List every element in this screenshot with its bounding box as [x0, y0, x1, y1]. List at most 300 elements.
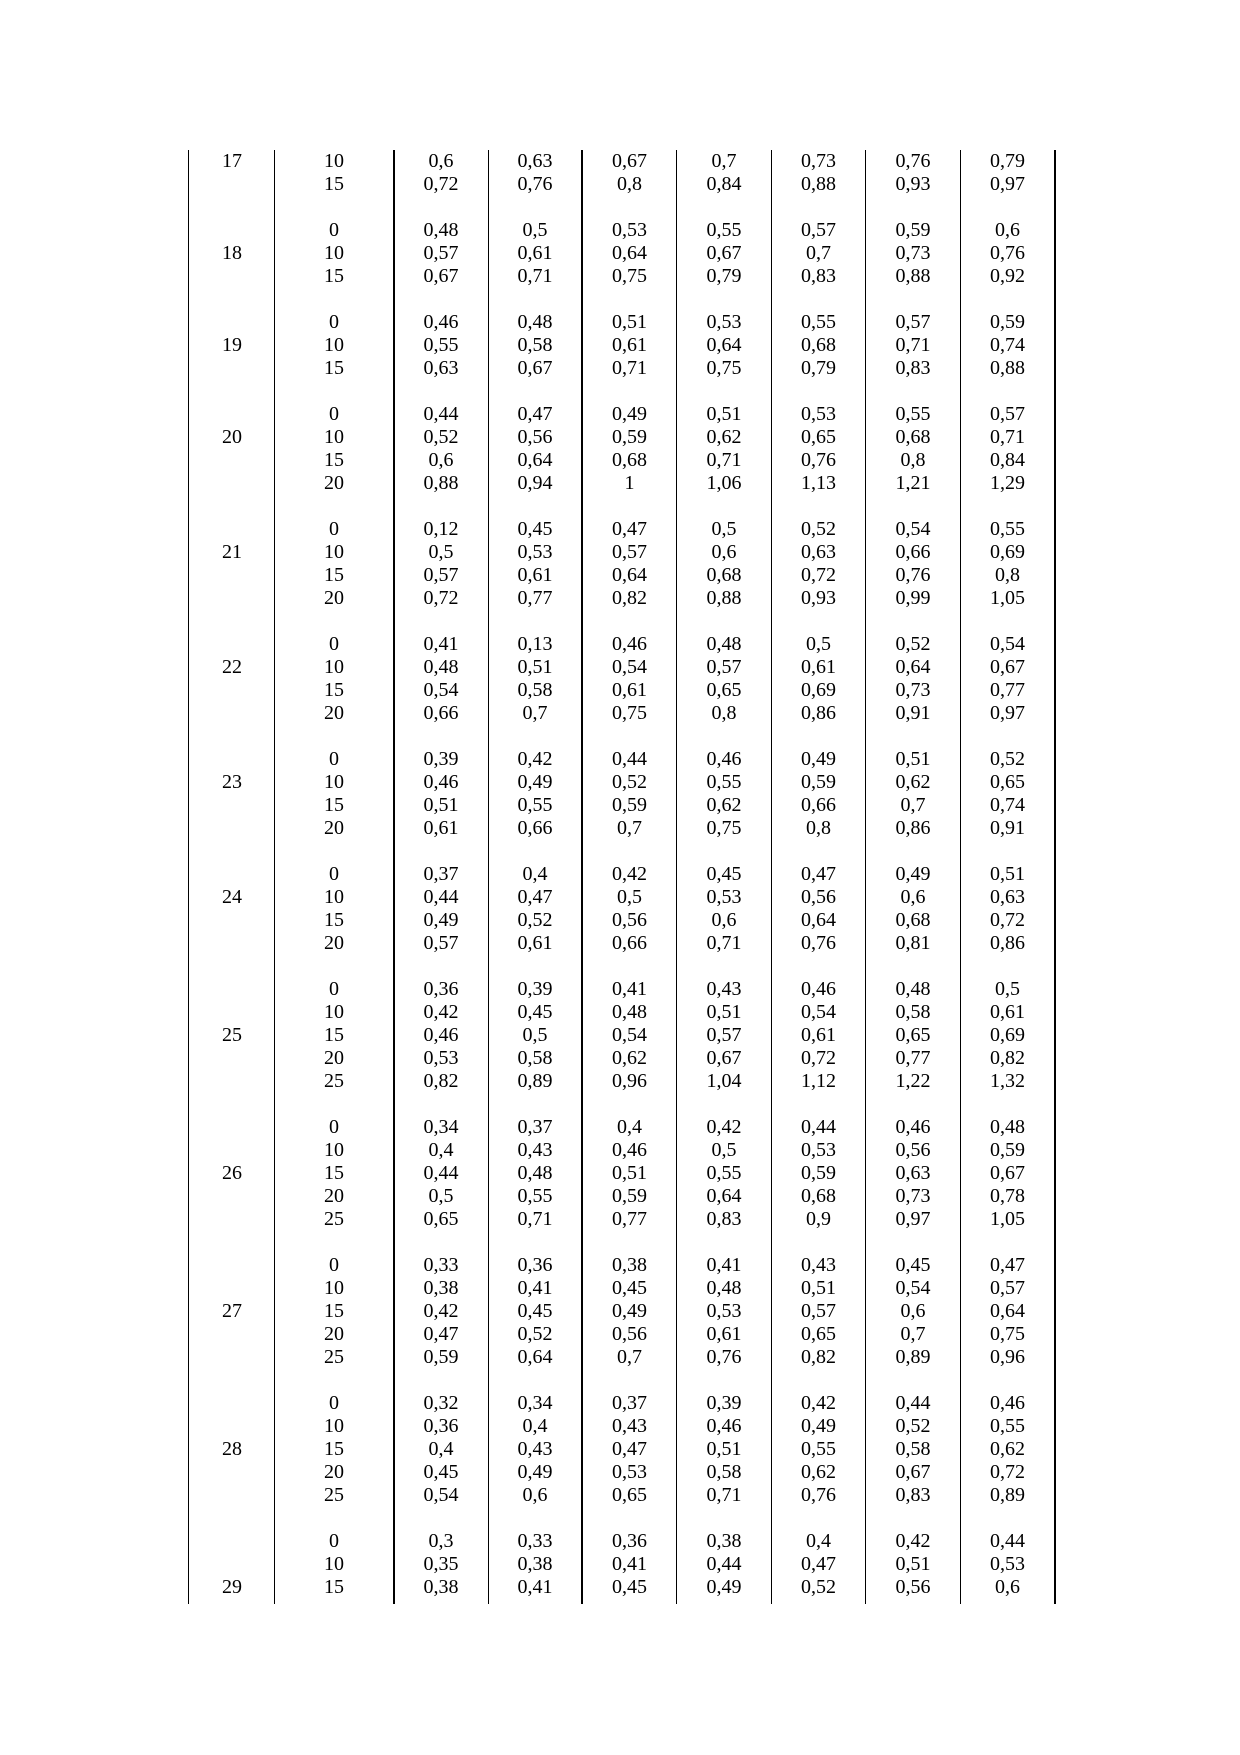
table-cell: 0,63	[423, 357, 459, 379]
table-cell: 0,66	[423, 702, 459, 724]
table-cell: 0,44	[895, 1392, 931, 1414]
table-cell: 0,6	[995, 219, 1020, 241]
table-cell: 1,13	[801, 472, 836, 494]
table-cell: 0,53	[706, 311, 742, 333]
table-cell: 0,46	[612, 633, 647, 655]
param-value: 15	[324, 794, 344, 816]
table-cell: 0,75	[612, 702, 647, 724]
table-cell: 0,72	[423, 587, 459, 609]
param-column	[274, 1254, 394, 1369]
value-column-1	[394, 1530, 488, 1599]
table-cell: 0,4	[522, 1415, 548, 1437]
table-cell: 0,51	[990, 863, 1025, 885]
value-column-4	[677, 1116, 771, 1231]
value-column-6	[866, 1392, 960, 1507]
table-cell: 0,48	[517, 311, 553, 333]
table-cell: 0,77	[612, 1208, 647, 1230]
table-cell: 0,76	[801, 1484, 836, 1506]
table-cell: 0,96	[990, 1346, 1025, 1368]
table-cell: 0,68	[612, 449, 647, 471]
param-value: 0	[329, 1392, 339, 1414]
table-cell: 0,54	[990, 633, 1025, 655]
table-cell: 0,57	[706, 656, 742, 678]
table-cell: 0,46	[612, 1139, 647, 1161]
table-cell: 0,47	[801, 863, 836, 885]
value-column-7	[961, 1116, 1054, 1231]
table-cell: 0,65	[895, 1024, 931, 1046]
table-cell: 0,56	[895, 1576, 931, 1598]
value-column-3	[583, 311, 676, 380]
row-number: 24	[222, 886, 242, 908]
table-cell: 0,37	[612, 1392, 647, 1414]
param-column	[274, 1116, 394, 1231]
param-value: 10	[324, 771, 344, 793]
table-cell: 0,64	[612, 564, 647, 586]
table-cell: 0,56	[801, 886, 836, 908]
value-column-4	[677, 1392, 771, 1507]
table-cell: 0,59	[990, 1139, 1025, 1161]
table-cell: 0,62	[990, 1438, 1025, 1460]
table-cell: 0,42	[612, 863, 647, 885]
table-cell: 0,54	[612, 656, 647, 678]
table-cell: 0,6	[900, 886, 926, 908]
param-value: 15	[324, 909, 344, 931]
value-column-2	[489, 219, 581, 288]
table-cell: 0,41	[517, 1277, 553, 1299]
table-cell: 0,61	[801, 656, 836, 678]
table-cell: 0,64	[517, 1346, 553, 1368]
table-cell: 0,67	[895, 1461, 931, 1483]
table-cell: 0,67	[423, 265, 459, 287]
table-cell: 0,54	[895, 1277, 931, 1299]
param-value: 20	[324, 817, 344, 839]
table-row-group	[0, 518, 1240, 610]
table-cell: 0,48	[706, 633, 742, 655]
table-cell: 0,72	[801, 564, 836, 586]
table-cell: 0,75	[706, 817, 742, 839]
param-value: 20	[324, 472, 344, 494]
table-cell: 0,86	[895, 817, 931, 839]
table-cell: 0,7	[711, 150, 737, 172]
table-cell: 0,43	[517, 1438, 553, 1460]
table-cell: 0,48	[423, 219, 459, 241]
param-value: 0	[329, 633, 339, 655]
row-number: 20	[222, 426, 242, 448]
table-cell: 0,49	[895, 863, 931, 885]
table-cell: 0,59	[990, 311, 1025, 333]
value-column-3	[583, 150, 676, 196]
table-cell: 0,62	[706, 794, 742, 816]
table-cell: 0,55	[801, 311, 836, 333]
table-cell: 0,57	[801, 1300, 836, 1322]
value-column-7	[961, 748, 1054, 840]
table-cell: 0,76	[517, 173, 553, 195]
table-cell: 0,83	[801, 265, 836, 287]
table-cell: 0,51	[801, 1277, 836, 1299]
table-cell: 0,62	[801, 1461, 836, 1483]
table-cell: 0,54	[895, 518, 931, 540]
table-cell: 0,36	[423, 978, 459, 1000]
table-cell: 0,79	[801, 357, 836, 379]
table-cell: 0,46	[706, 748, 742, 770]
table-cell: 0,69	[990, 1024, 1025, 1046]
table-cell: 0,93	[801, 587, 836, 609]
value-column-5	[772, 863, 865, 955]
table-cell: 0,44	[801, 1116, 836, 1138]
table-cell: 0,34	[517, 1392, 553, 1414]
table-cell: 0,65	[706, 679, 742, 701]
table-cell: 0,42	[706, 1116, 742, 1138]
table-cell: 1,06	[706, 472, 742, 494]
table-cell: 0,63	[517, 150, 553, 172]
table-cell: 0,82	[612, 587, 647, 609]
table-cell: 0,88	[895, 265, 931, 287]
table-cell: 0,57	[612, 541, 647, 563]
table-cell: 0,81	[895, 932, 931, 954]
table-cell: 0,61	[612, 679, 647, 701]
row-number: 29	[222, 1576, 242, 1598]
value-column-1	[394, 403, 488, 495]
table-cell: 0,44	[612, 748, 647, 770]
table-cell: 1	[624, 472, 635, 494]
table-cell: 0,5	[522, 219, 548, 241]
table-cell: 0,59	[612, 1185, 647, 1207]
table-cell: 0,65	[612, 1484, 647, 1506]
param-column	[274, 219, 394, 288]
table-cell: 0,46	[801, 978, 836, 1000]
table-cell: 0,59	[801, 1162, 836, 1184]
table-cell: 0,4	[428, 1438, 454, 1460]
table-cell: 0,55	[706, 1162, 742, 1184]
table-cell: 0,52	[895, 633, 931, 655]
value-column-5	[772, 633, 865, 725]
table-cell: 0,68	[801, 334, 836, 356]
table-cell: 0,64	[612, 242, 647, 264]
table-cell: 0,61	[517, 242, 553, 264]
table-cell: 0,42	[801, 1392, 836, 1414]
row-number: 21	[222, 541, 242, 563]
table-cell: 0,72	[990, 1461, 1025, 1483]
table-cell: 0,63	[990, 886, 1025, 908]
table-cell: 0,63	[895, 1162, 931, 1184]
table-cell: 0,54	[423, 1484, 459, 1506]
value-column-4	[677, 978, 771, 1093]
value-column-3	[583, 978, 676, 1093]
table-cell: 0,76	[990, 242, 1025, 264]
table-cell: 0,49	[517, 771, 553, 793]
value-column-7	[961, 1254, 1054, 1369]
param-value: 15	[324, 564, 344, 586]
table-cell: 0,7	[617, 817, 642, 839]
table-cell: 1,32	[990, 1070, 1025, 1092]
table-cell: 0,38	[517, 1553, 553, 1575]
table-cell: 0,42	[895, 1530, 931, 1552]
table-cell: 0,45	[517, 1001, 553, 1023]
table-cell: 0,76	[895, 150, 931, 172]
table-cell: 0,97	[895, 1208, 931, 1230]
table-cell: 0,88	[990, 357, 1025, 379]
row-number: 23	[222, 771, 242, 793]
table-cell: 0,46	[423, 771, 459, 793]
value-column-1	[394, 518, 488, 610]
table-cell: 0,51	[517, 656, 553, 678]
table-cell: 0,51	[423, 794, 459, 816]
param-value: 15	[324, 1300, 344, 1322]
param-value: 0	[329, 978, 339, 1000]
table-cell: 0,59	[895, 219, 931, 241]
value-column-1	[394, 748, 488, 840]
table-row-group	[0, 748, 1240, 840]
value-column-2	[489, 403, 581, 495]
table-cell: 0,92	[990, 265, 1025, 287]
table-cell: 0,79	[706, 265, 742, 287]
table-cell: 0,49	[801, 748, 836, 770]
value-column-4	[677, 518, 771, 610]
value-column-7	[961, 633, 1054, 725]
table-cell: 0,76	[801, 449, 836, 471]
value-column-3	[583, 1254, 676, 1369]
table-cell: 0,74	[990, 794, 1025, 816]
table-cell: 0,39	[517, 978, 553, 1000]
table-cell: 0,53	[423, 1047, 459, 1069]
table-cell: 0,46	[706, 1415, 742, 1437]
table-cell: 0,33	[517, 1530, 553, 1552]
table-cell: 0,89	[990, 1484, 1025, 1506]
value-column-3	[583, 219, 676, 288]
param-column	[274, 633, 394, 725]
table-cell: 0,8	[995, 564, 1020, 586]
value-column-2	[489, 1392, 581, 1507]
value-column-4	[677, 1254, 771, 1369]
table-cell: 0,65	[801, 426, 836, 448]
value-column-2	[489, 633, 581, 725]
table-cell: 0,47	[990, 1254, 1025, 1276]
table-cell: 0,75	[990, 1323, 1025, 1345]
table-cell: 0,6	[995, 1576, 1020, 1598]
table-cell: 0,45	[706, 863, 742, 885]
table-cell: 0,73	[801, 150, 836, 172]
table-cell: 0,68	[706, 564, 742, 586]
table-cell: 0,61	[423, 817, 459, 839]
table-cell: 0,55	[990, 1415, 1025, 1437]
table-cell: 0,56	[517, 426, 553, 448]
param-column	[274, 403, 394, 495]
table-cell: 0,51	[612, 1162, 647, 1184]
param-value: 20	[324, 1461, 344, 1483]
param-value: 10	[324, 656, 344, 678]
table-row-group	[0, 150, 1240, 196]
table-cell: 0,61	[801, 1024, 836, 1046]
table-cell: 0,52	[517, 909, 553, 931]
table-cell: 0,34	[423, 1116, 459, 1138]
table-cell: 0,76	[895, 564, 931, 586]
table-cell: 0,61	[990, 1001, 1025, 1023]
table-cell: 0,72	[990, 909, 1025, 931]
table-cell: 0,38	[706, 1530, 742, 1552]
table-cell: 0,48	[706, 1277, 742, 1299]
table-cell: 0,5	[428, 1185, 454, 1207]
param-value: 0	[329, 863, 339, 885]
table-cell: 0,5	[711, 1139, 737, 1161]
table-cell: 0,5	[711, 518, 737, 540]
table-cell: 0,77	[990, 679, 1025, 701]
table-cell: 0,51	[895, 748, 931, 770]
table-cell: 0,61	[612, 334, 647, 356]
table-cell: 0,48	[895, 978, 931, 1000]
table-cell: 0,59	[801, 771, 836, 793]
table-cell: 0,69	[990, 541, 1025, 563]
table-cell: 0,64	[706, 334, 742, 356]
row-number: 22	[222, 656, 242, 678]
table-row-group	[0, 633, 1240, 725]
table-cell: 0,36	[423, 1415, 459, 1437]
table-cell: 0,45	[517, 518, 553, 540]
table-cell: 0,44	[423, 886, 459, 908]
table-cell: 0,58	[517, 334, 553, 356]
value-column-7	[961, 863, 1054, 955]
row-number: 28	[222, 1438, 242, 1460]
table-cell: 0,71	[706, 449, 742, 471]
table-cell: 0,91	[990, 817, 1025, 839]
table-cell: 0,4	[617, 1116, 642, 1138]
param-value: 15	[324, 173, 344, 195]
table-cell: 0,55	[517, 794, 553, 816]
table-cell: 0,13	[517, 633, 553, 655]
table-cell: 0,76	[706, 1346, 742, 1368]
value-column-5	[772, 748, 865, 840]
table-cell: 0,78	[990, 1185, 1025, 1207]
table-cell: 0,56	[612, 1323, 647, 1345]
table-cell: 0,5	[806, 633, 831, 655]
table-cell: 0,49	[706, 1576, 742, 1598]
table-cell: 0,75	[612, 265, 647, 287]
value-column-1	[394, 863, 488, 955]
table-cell: 0,66	[612, 932, 647, 954]
value-column-4	[677, 633, 771, 725]
table-cell: 0,96	[612, 1070, 647, 1092]
table-cell: 0,88	[423, 472, 459, 494]
table-cell: 0,57	[423, 564, 459, 586]
table-cell: 0,58	[517, 679, 553, 701]
table-cell: 0,48	[612, 1001, 647, 1023]
value-column-6	[866, 518, 960, 610]
table-cell: 0,71	[517, 265, 553, 287]
table-cell: 0,67	[706, 1047, 742, 1069]
table-cell: 0,69	[801, 679, 836, 701]
table-cell: 0,54	[423, 679, 459, 701]
value-column-3	[583, 863, 676, 955]
table-cell: 0,83	[895, 1484, 931, 1506]
table-cell: 0,49	[517, 1461, 553, 1483]
table-cell: 0,59	[612, 794, 647, 816]
param-column	[274, 748, 394, 840]
param-value: 15	[324, 1162, 344, 1184]
table-cell: 0,58	[517, 1047, 553, 1069]
param-value: 20	[324, 1185, 344, 1207]
param-column	[274, 150, 394, 196]
row-number: 17	[222, 150, 242, 172]
param-value: 10	[324, 1001, 344, 1023]
table-cell: 0,46	[895, 1116, 931, 1138]
param-column	[274, 311, 394, 380]
table-cell: 0,57	[423, 242, 459, 264]
table-cell: 0,55	[895, 403, 931, 425]
table-cell: 0,84	[990, 449, 1025, 471]
param-value: 15	[324, 449, 344, 471]
param-value: 25	[324, 1208, 344, 1230]
table-cell: 0,53	[517, 541, 553, 563]
table-cell: 0,71	[990, 426, 1025, 448]
table-cell: 0,46	[423, 1024, 459, 1046]
table-cell: 0,53	[706, 1300, 742, 1322]
table-cell: 0,55	[517, 1185, 553, 1207]
table-cell: 0,54	[801, 1001, 836, 1023]
table-cell: 0,45	[612, 1576, 647, 1598]
table-cell: 0,67	[706, 242, 742, 264]
table-cell: 0,38	[423, 1576, 459, 1598]
table-cell: 0,74	[990, 334, 1025, 356]
table-cell: 0,38	[423, 1277, 459, 1299]
table-cell: 0,51	[706, 1438, 742, 1460]
table-cell: 0,4	[428, 1139, 454, 1161]
value-column-7	[961, 978, 1054, 1093]
param-value: 0	[329, 1254, 339, 1276]
table-cell: 0,42	[423, 1001, 459, 1023]
table-cell: 0,6	[900, 1300, 926, 1322]
table-cell: 0,6	[428, 449, 454, 471]
table-cell: 0,54	[612, 1024, 647, 1046]
table-cell: 1,04	[706, 1070, 742, 1092]
param-value: 0	[329, 1116, 339, 1138]
table-cell: 0,88	[801, 173, 836, 195]
table-cell: 0,45	[423, 1461, 459, 1483]
value-column-3	[583, 633, 676, 725]
table-cell: 0,8	[900, 449, 926, 471]
table-cell: 0,39	[423, 748, 459, 770]
value-column-7	[961, 1530, 1054, 1599]
value-column-1	[394, 633, 488, 725]
table-cell: 0,41	[517, 1576, 553, 1598]
table-cell: 0,93	[895, 173, 931, 195]
table-cell: 0,57	[990, 1277, 1025, 1299]
param-column	[274, 863, 394, 955]
table-row-group	[0, 403, 1240, 495]
table-cell: 0,44	[990, 1530, 1025, 1552]
table-cell: 0,38	[612, 1254, 647, 1276]
value-column-7	[961, 311, 1054, 380]
param-value: 0	[329, 403, 339, 425]
table-cell: 0,7	[806, 242, 831, 264]
table-cell: 0,55	[706, 219, 742, 241]
table-row-group	[0, 1392, 1240, 1507]
table-cell: 0,61	[517, 932, 553, 954]
table-cell: 0,71	[895, 334, 931, 356]
param-value: 10	[324, 541, 344, 563]
value-column-7	[961, 150, 1054, 196]
table-cell: 0,58	[895, 1001, 931, 1023]
value-column-3	[583, 1116, 676, 1231]
table-cell: 0,55	[706, 771, 742, 793]
value-column-6	[866, 748, 960, 840]
table-cell: 0,8	[806, 817, 831, 839]
param-value: 0	[329, 748, 339, 770]
param-value: 10	[324, 1139, 344, 1161]
table-row-group	[0, 311, 1240, 380]
table-cell: 0,64	[895, 656, 931, 678]
table-cell: 1,05	[990, 1208, 1025, 1230]
param-value: 20	[324, 932, 344, 954]
table-cell: 0,53	[990, 1553, 1025, 1575]
